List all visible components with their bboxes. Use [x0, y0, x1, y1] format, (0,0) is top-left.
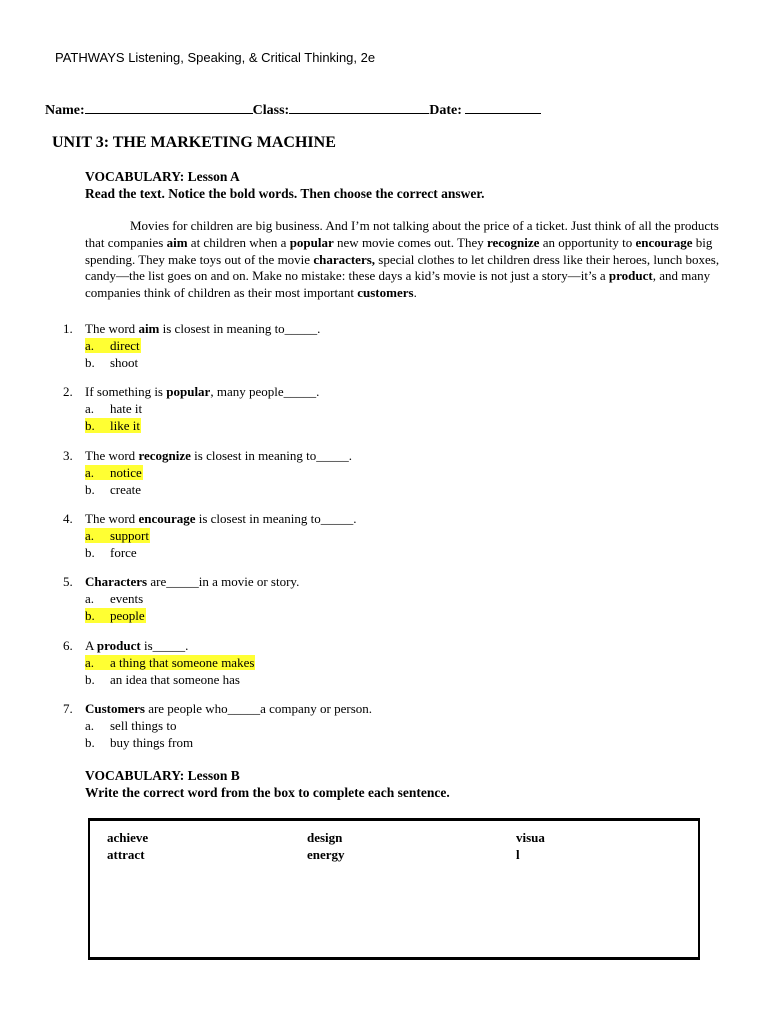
- vocab-word: popular: [289, 234, 334, 250]
- name-class-date-row: [45, 100, 541, 119]
- question-text: is closest in meaning to_____.: [159, 321, 321, 336]
- option-letter: a.: [85, 718, 95, 733]
- answer-option[interactable]: [85, 590, 143, 607]
- answer: [85, 401, 142, 416]
- vocab-word: product: [96, 638, 141, 653]
- question-text: is closest in meaning to_____.: [190, 448, 352, 463]
- date-label: Date:: [429, 103, 462, 118]
- option-text: like it: [110, 418, 140, 433]
- question-number: 6.: [63, 638, 73, 653]
- answer-option[interactable]: [85, 544, 137, 561]
- vocab-word: product: [608, 268, 653, 284]
- paragraph-text: special clothes to let children dress like their heroes, lunch boxes, candy—the list goes on and on. Make no mistake: these days a kid’s movie is not just a story—it’s a: [85, 251, 720, 284]
- option-text: a thing that someone makes: [110, 655, 255, 670]
- option-text: hate it: [110, 401, 143, 416]
- question-text: are people who_____a company or person.: [144, 701, 373, 716]
- word-box-item: attract: [107, 847, 145, 862]
- lesson-a-instruction: Read the text. Notice the bold words. Then choose the correct answer.: [85, 186, 485, 201]
- option-text: an idea that someone has: [110, 672, 240, 687]
- vocab-word: aim: [166, 234, 188, 250]
- question-text: If something is: [85, 384, 167, 399]
- word-box-item: energy: [307, 847, 345, 862]
- highlighted-answer: [85, 338, 141, 353]
- option-text: notice: [110, 465, 142, 480]
- answer-option[interactable]: [85, 400, 142, 417]
- option-text: force: [110, 545, 137, 560]
- question-number: 5.: [63, 574, 73, 589]
- word-box-item: l: [516, 847, 520, 862]
- answer-option[interactable]: [85, 654, 255, 671]
- option-text: direct: [110, 338, 140, 353]
- option-letter: b.: [85, 545, 95, 560]
- vocab-word: Characters: [85, 574, 148, 589]
- question-text: A: [85, 638, 97, 653]
- option-letter: b.: [85, 355, 95, 370]
- option-letter: b.: [85, 608, 95, 623]
- question-stem: [63, 510, 357, 527]
- option-text: people: [110, 608, 145, 623]
- question-text: The word: [85, 448, 139, 463]
- vocab-word: encourage: [635, 234, 693, 250]
- word-box: [88, 818, 700, 960]
- option-text: events: [110, 591, 144, 606]
- option-letter: b.: [85, 418, 95, 433]
- highlighted-answer: [85, 608, 146, 623]
- answer: [85, 482, 141, 497]
- lesson-b-instruction: Write the correct word from the box to complete each sentence.: [85, 785, 450, 800]
- answer: [85, 718, 176, 733]
- answer-option[interactable]: [85, 607, 146, 624]
- option-letter: a.: [85, 338, 95, 353]
- option-letter: b.: [85, 735, 95, 750]
- lesson-a-heading: VOCABULARY: Lesson A: [85, 169, 240, 184]
- option-letter: a.: [85, 655, 95, 670]
- question-number: 1.: [63, 321, 73, 336]
- question-number: 7.: [63, 701, 73, 716]
- answer: [85, 545, 137, 560]
- option-text: sell things to: [110, 718, 177, 733]
- question-stem: [63, 447, 352, 464]
- answer: [85, 591, 143, 606]
- option-text: create: [110, 482, 142, 497]
- option-letter: b.: [85, 672, 95, 687]
- question-number: 4.: [63, 511, 73, 526]
- option-text: support: [110, 528, 149, 543]
- name-label: Name:: [45, 103, 85, 118]
- answer: [85, 735, 193, 750]
- question-text: The word: [85, 321, 139, 336]
- answer-option[interactable]: [85, 481, 141, 498]
- option-letter: a.: [85, 465, 95, 480]
- vocab-word: aim: [138, 321, 160, 336]
- option-letter: a.: [85, 528, 95, 543]
- answer-option[interactable]: [85, 354, 138, 371]
- vocab-word: popular: [166, 384, 211, 399]
- question-number: 3.: [63, 448, 73, 463]
- vocab-word: Customers: [85, 701, 145, 716]
- answer-option[interactable]: [85, 417, 141, 434]
- reading-paragraph: [85, 218, 725, 302]
- name-field-line[interactable]: [85, 100, 253, 114]
- answer: [85, 672, 240, 687]
- class-field-line[interactable]: [289, 100, 429, 114]
- highlighted-answer: [85, 465, 143, 480]
- answer-option[interactable]: [85, 337, 141, 354]
- paragraph-text: big spending. They make toys out of the movie: [85, 234, 713, 267]
- unit-title: UNIT 3: THE MARKETING MACHINE: [52, 134, 336, 151]
- option-letter: a.: [85, 591, 95, 606]
- option-text: shoot: [110, 355, 139, 370]
- question-text: is closest in meaning to_____.: [195, 511, 357, 526]
- paragraph-text: at children when a: [187, 234, 290, 250]
- vocab-word: customers: [357, 285, 414, 301]
- question-text: , many people_____.: [210, 384, 320, 399]
- option-text: buy things from: [110, 735, 194, 750]
- vocab-word: characters,: [313, 251, 376, 267]
- vocab-word: recognize: [486, 234, 540, 250]
- vocab-word: encourage: [138, 511, 196, 526]
- answer-option[interactable]: [85, 527, 150, 544]
- paragraph-text: .: [413, 285, 417, 301]
- answer-option[interactable]: [85, 717, 176, 734]
- question-stem: [63, 700, 372, 717]
- vocab-word: recognize: [138, 448, 191, 463]
- question-number: 2.: [63, 384, 73, 399]
- question-stem: [63, 320, 320, 337]
- date-field-line[interactable]: [465, 100, 541, 114]
- highlighted-answer: [85, 418, 141, 433]
- paragraph-text: new movie comes out. They: [333, 234, 487, 250]
- word-box-item: achieve: [107, 830, 149, 845]
- question-text: The word: [85, 511, 139, 526]
- class-label: Class:: [252, 103, 290, 118]
- option-letter: a.: [85, 401, 95, 416]
- lesson-b-heading: VOCABULARY: Lesson B: [85, 768, 240, 783]
- question-text: are_____in a movie or story.: [147, 574, 300, 589]
- answer-option[interactable]: [85, 464, 143, 481]
- option-letter: b.: [85, 482, 95, 497]
- question-stem: [63, 573, 299, 590]
- highlighted-answer: [85, 528, 150, 543]
- header-title: PATHWAYS Listening, Speaking, & Critical Thinking, 2e: [55, 50, 376, 65]
- highlighted-answer: [85, 655, 255, 670]
- paragraph-text: Movies for children are big business. And I’m not talking about the price of a ticket. Just think of all the products that companies: [85, 218, 719, 250]
- question-text: is_____.: [140, 638, 189, 653]
- question-stem: [63, 637, 188, 654]
- answer: [85, 355, 138, 370]
- word-box-item: visua: [516, 830, 545, 845]
- answer-option[interactable]: [85, 671, 240, 688]
- question-stem: [63, 383, 319, 400]
- answer-option[interactable]: [85, 734, 193, 751]
- paragraph-text: , and many companies think of children as their most important: [85, 268, 711, 301]
- word-box-item: design: [307, 830, 343, 845]
- paragraph-text: an opportunity to: [539, 234, 636, 250]
